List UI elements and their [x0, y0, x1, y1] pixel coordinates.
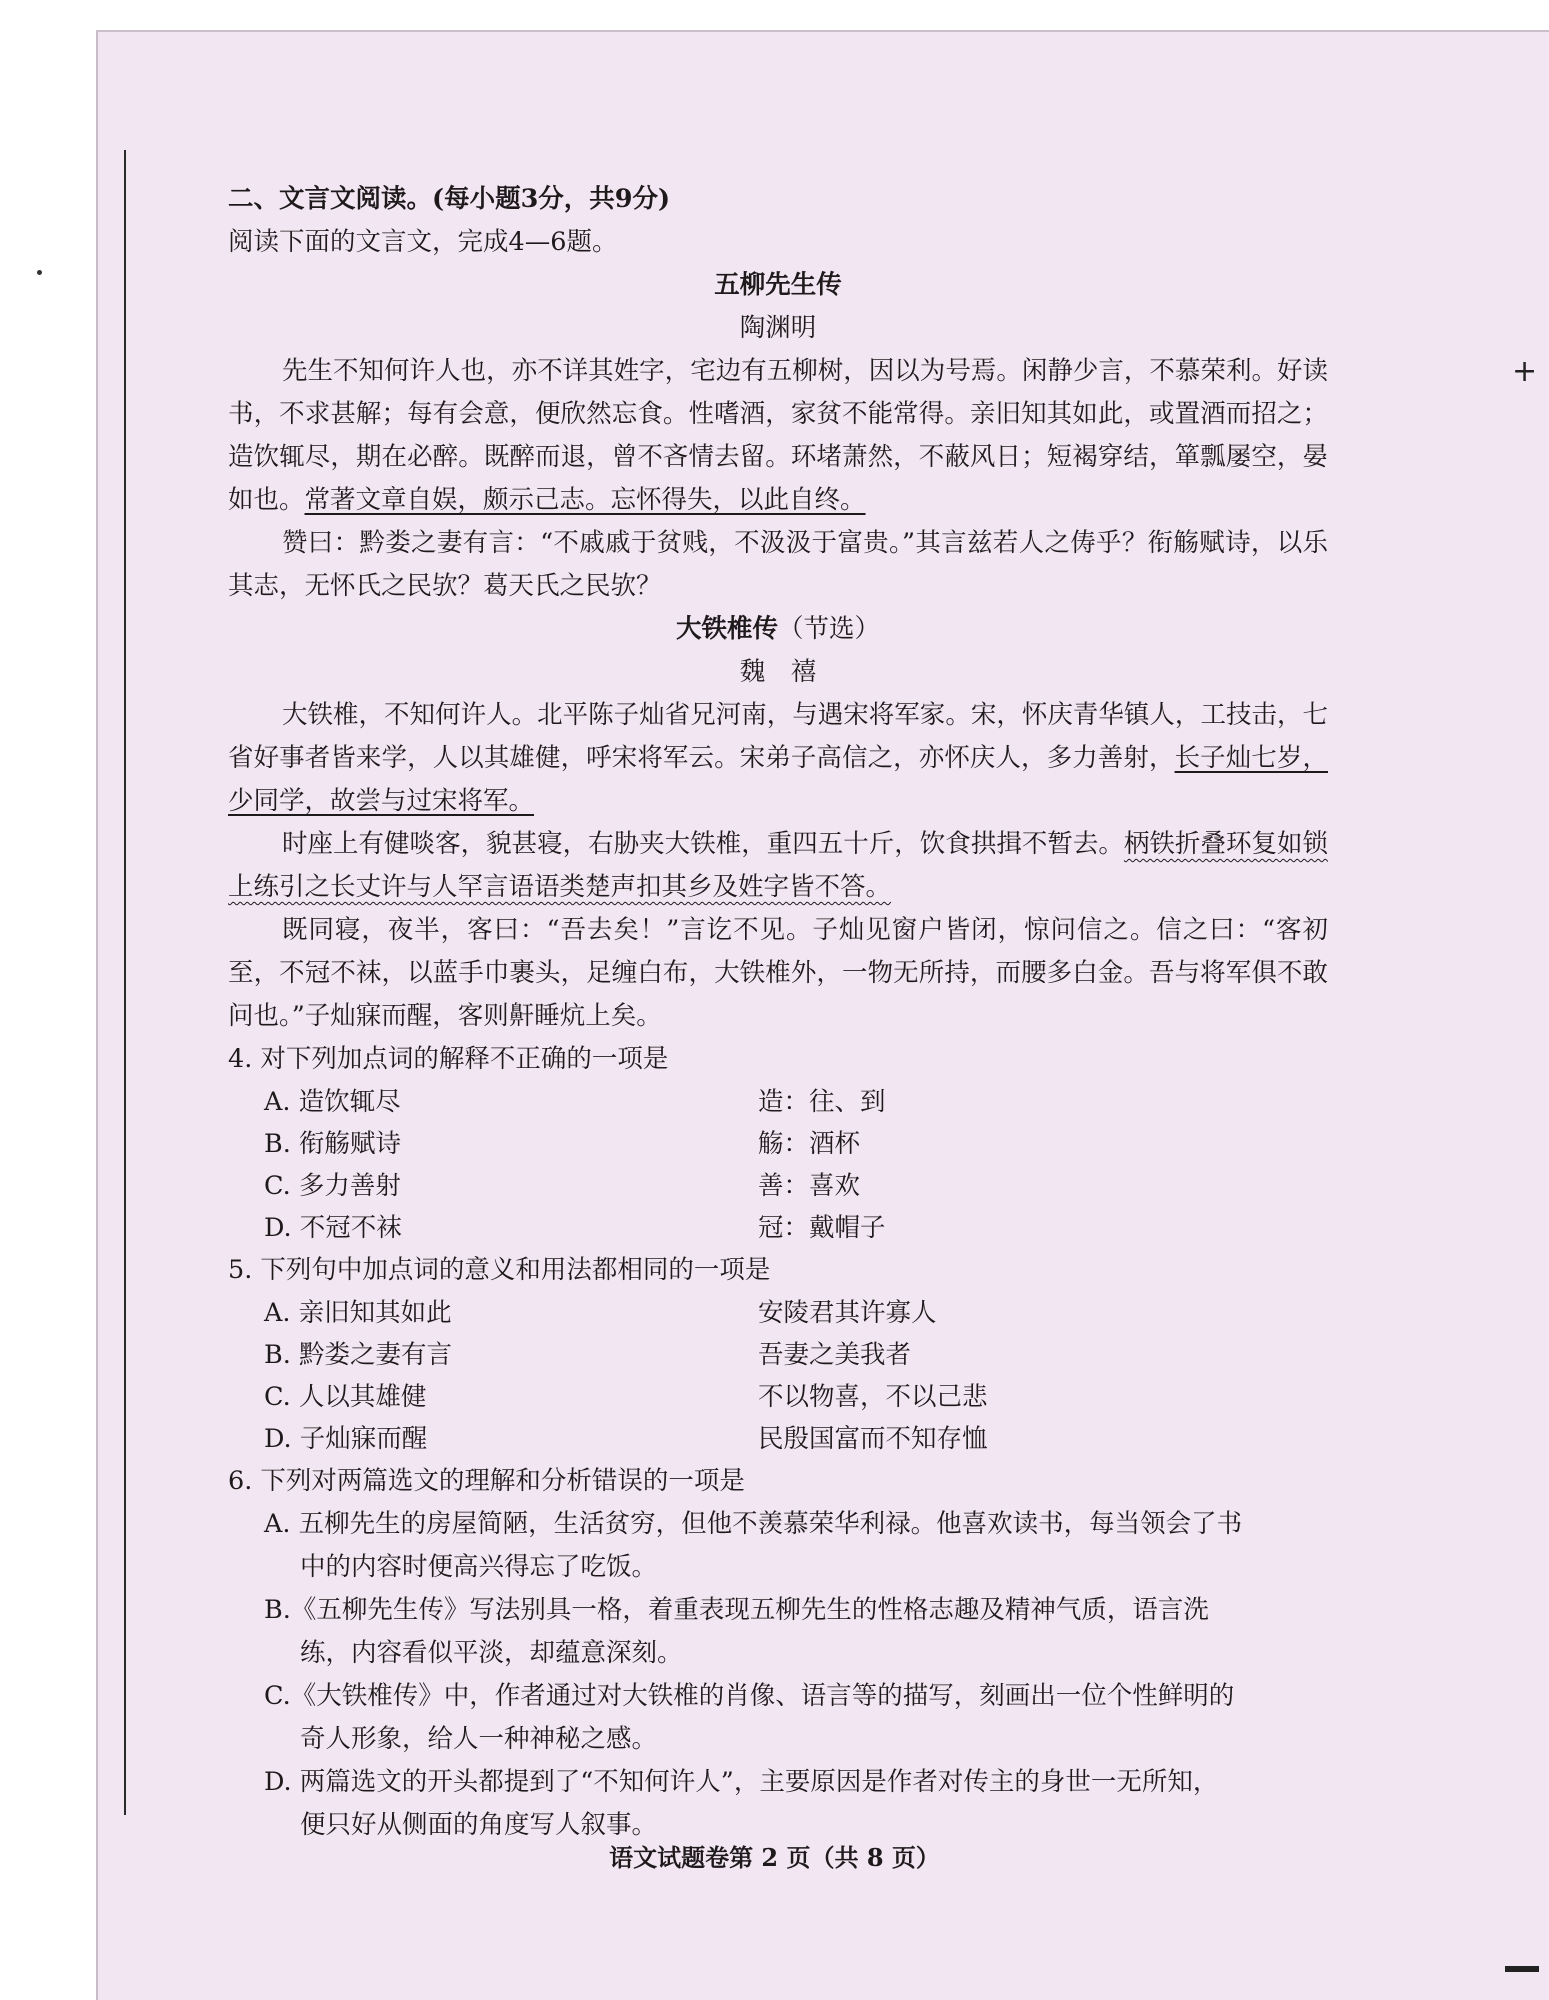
text1-paragraph-2: 赞曰：黔娄之妻有言：“不戚戚于贫贱，不汲汲于富贵。”其言兹若人之俦乎？衔觞赋诗，以乐其志，无怀氏之民欤？葛天氏之民欤？: [228, 528, 1328, 601]
text2-paragraph-3: 既同寝，夜半，客曰：“吾去矣！”言讫不见。子灿见窗户皆闭，惊问信之。信之曰：“客初至，不冠不袜，以蓝手巾裹头，足缠白布，大铁椎外，一物无所持，而腰多白金。吾与将军俱不敢问也。”子灿寐而醒，客则鼾睡炕上矣。: [228, 915, 1328, 1031]
option-text: A. 造饮辄尽: [264, 1087, 401, 1117]
text2-title: 大铁椎传: [675, 614, 778, 644]
question-4-option: [228, 1165, 1328, 1207]
option-gloss: 造：往、到: [758, 1087, 886, 1117]
question-6-option-c-line-1: C.《大铁椎传》中，作者通过对大铁椎的肖像、语言等的描写，刻画出一位个性鲜明的: [264, 1681, 1235, 1711]
text2-p2-wavy: 柄铁折叠环复如锁上练引之长丈许与人罕言语语类楚声扣其乡及姓字皆不答。: [228, 829, 1328, 902]
text2-p2-main: 时座上有健啖客，貌甚寝，右胁夹大铁椎，重四五十斤，饮食拱揖不暂去。: [282, 829, 1124, 859]
text1-p1-underlined: 常著文章自娱，颇示己志。忘怀得失，以此自终。: [304, 485, 866, 515]
corner-mark: [1505, 1966, 1539, 1972]
question-6-option-b-line-2: 练，内容看似平淡，却蕴意深刻。: [300, 1638, 683, 1668]
question-4-option: [228, 1081, 1328, 1123]
text2-p1-main: 大铁椎，不知何许人。北平陈子灿省兄河南，与遇宋将军家。宋，怀庆青华镇人，工技击，七省好事者皆来学，人以其雄健，呼宋将军云。宋弟子高信之，亦怀庆人，多力善射，: [228, 700, 1328, 773]
text2-author: 魏 禧: [739, 657, 817, 687]
question-6-option-a-line-1: A. 五柳先生的房屋简陋，生活贫穷，但他不羡慕荣华利禄。他喜欢读书，每当领会了书: [264, 1509, 1243, 1539]
option-text: D. 不冠不袜: [264, 1213, 402, 1243]
exam-content: [228, 178, 1328, 1847]
text1-paragraph-1: [228, 350, 1328, 522]
question-6-option-c-line-2: 奇人形象，给人一种神秘之感。: [300, 1724, 658, 1754]
paper-edge: [96, 30, 98, 2000]
question-4-option: [228, 1207, 1328, 1249]
question-5-option: [228, 1334, 1328, 1376]
binding-margin-line: [124, 150, 126, 1815]
page-footer: 语文试题卷第 2 页（共 8 页）: [609, 1843, 940, 1872]
text2-p1-underlined: 长子灿七岁，少同学，故尝与过宋将军。: [228, 743, 1328, 816]
option-comparison: 民殷国富而不知存恤: [758, 1424, 988, 1454]
text1-title: 五柳先生传: [714, 270, 842, 300]
option-text: B. 黔娄之妻有言: [264, 1340, 452, 1370]
paper-top-edge: [96, 30, 1549, 32]
option-text: C. 人以其雄健: [264, 1382, 427, 1412]
question-5-option: [228, 1418, 1328, 1460]
option-gloss: 觞：酒杯: [758, 1129, 861, 1159]
question-5-stem: 5. 下列句中加点词的意义和用法都相同的一项是: [228, 1255, 771, 1285]
question-6-option-d-line-1: D. 两篇选文的开头都提到了“不知何许人”，主要原因是作者对传主的身世一无所知，: [264, 1767, 1219, 1797]
instruction: 阅读下面的文言文，完成4—6题。: [228, 227, 618, 257]
question-6-option-a-line-2: 中的内容时便高兴得忘了吃饭。: [300, 1552, 658, 1582]
text1-p1-main: 先生不知何许人也，亦不详其姓字，宅边有五柳树，因以为号焉。闲静少言，不慕荣利。好读书，不求甚解；每有会意，便欣然忘食。性嗜酒，家贫不能常得。亲旧知其如此，或置酒而招之；造饮辄尽，期在必醉。既醉而退，曾不吝情去留。环堵萧然，不蔽风日；短褐穿结，箪瓢屡空，晏如也。: [228, 356, 1328, 515]
option-comparison: 安陵君其许寡人: [758, 1298, 937, 1328]
scan-dot-mark: [37, 270, 42, 275]
text1-author: 陶渊明: [739, 313, 817, 343]
text2-paragraph-2: [228, 823, 1328, 909]
question-4-stem: 4. 对下列加点词的解释不正确的一项是: [228, 1044, 669, 1074]
question-6-option-d-line-2: 便只好从侧面的角度写人叙事。: [300, 1810, 658, 1840]
option-gloss: 善：喜欢: [758, 1171, 861, 1201]
question-5-option: [228, 1292, 1328, 1334]
question-6-stem: 6. 下列对两篇选文的理解和分析错误的一项是: [228, 1466, 745, 1496]
registration-mark-icon: +: [1512, 354, 1538, 389]
option-gloss: 冠：戴帽子: [758, 1213, 886, 1243]
option-text: D. 子灿寐而醒: [264, 1424, 428, 1454]
text2-heading: [228, 608, 1328, 651]
text2-title-note: （节选）: [778, 614, 881, 644]
section-title: 二、文言文阅读。(每小题3分，共9分): [228, 184, 671, 214]
option-text: B. 衔觞赋诗: [264, 1129, 401, 1159]
question-6-option-b-line-1: B.《五柳先生传》写法别具一格，着重表现五柳先生的性格志趣及精神气质，语言洗: [264, 1595, 1209, 1625]
text2-paragraph-1: [228, 694, 1328, 823]
option-comparison: 吾妻之美我者: [758, 1340, 912, 1370]
option-comparison: 不以物喜，不以己悲: [758, 1382, 988, 1412]
question-5-option: [228, 1376, 1328, 1418]
question-4-option: [228, 1123, 1328, 1165]
option-text: C. 多力善射: [264, 1171, 401, 1201]
option-text: A. 亲旧知其如此: [264, 1298, 452, 1328]
